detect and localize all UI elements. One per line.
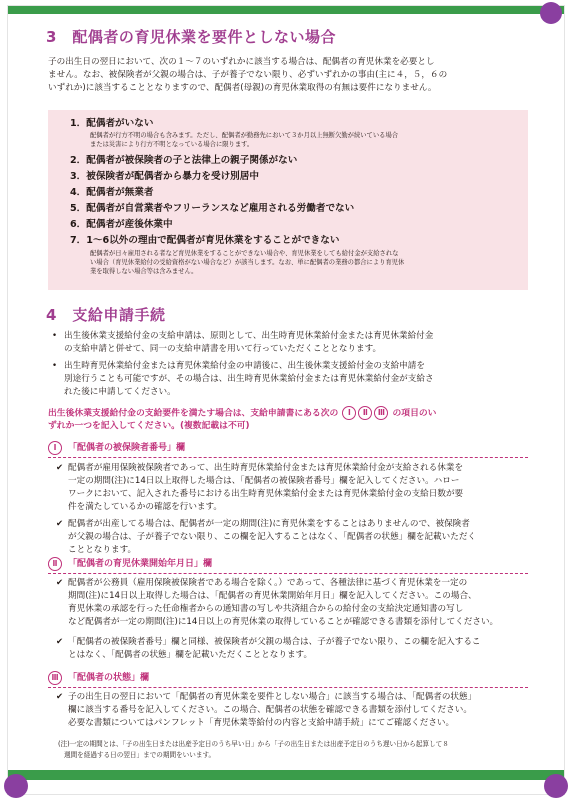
requirement-note-line1: 出生後休業支援給付金の支給要件を満たす場合は、支給申請書にある次の Ⅰ Ⅱ Ⅲ の項目のい [48,408,437,419]
I-check1-line3: ワークにおいて、記入された番号における出生時育児休業給付金または育児休業給付金の支給日数が要 [68,489,464,499]
section3-intro-line1: 子の出生日の翌日において、次の１〜７のいずれかに該当する場合は、配偶者の育児休業を必要とし [48,57,435,67]
check-icon: ✔ [56,692,64,702]
roman-2-circle: Ⅱ [358,406,372,420]
subheading-III-divider [48,687,528,689]
bottom-left-purple-circle [4,774,28,798]
II-check1-line4: など配偶者が一定の期間(注)に14日以上の育児休業の取得していることが確認できる書類を添付してください。 [68,617,499,627]
section4-bullet2-line1: • 出生時育児休業給付金または育児休業給付金の申請後に、出生後休業支援給付金の支給申請を [52,361,425,371]
I-check2-line2: が父親の場合は、子が養子でない限り、この欄を記入することはなく、「配偶者の状態」欄を記載いただく [68,532,477,542]
section3-intro-line3: いずれか)に該当することとなりますので、配偶者(母親)の育児休業取得の有無は要件になりません。 [48,83,437,93]
subheading-III: Ⅲ 「配偶者の状態」欄 [48,671,149,685]
roman-1-circle: Ⅰ [342,406,356,420]
condition-note-7b: い場合（育児休業給付の受給資格がない場合など）が該当します。なお、単に配偶者の業務の都合により育児休 [90,259,405,266]
check-icon: ✔ [56,463,64,473]
I-check1-line2: 一定の期間(注)に14日以上取得した場合は、「配偶者の被保険者番号」欄を記入してください。ハロー [68,476,460,486]
I-check2-line1: ✔ 配偶者が出産してる場合は、配偶者が一定の期間(注)に育児休業をすることはありませんので、被保険者 [56,519,470,529]
condition-note-1a: 配偶者が行方不明の場合も含みます。ただし、配偶者が勤務先において３か月以上無断欠勤が続いている場合 [90,132,399,139]
roman-3-circle: Ⅲ [374,406,388,420]
subheading-I: Ⅰ 「配偶者の被保険者番号」欄 [48,441,185,455]
top-green-bar [8,6,564,14]
section4-bullet1-line1: • 出生後休業支援給付金の支給申請は、原則として、出生時育児休業給付金または育児休業給付金 [52,331,434,341]
I-check1-line1: ✔ 配偶者が雇用保険被保険者であって、出生時育児休業給付金または育児休業給付金が支給される休業を [56,463,464,473]
subheading-II-divider [48,573,528,575]
section3-heading: 3 配偶者の育児休業を要件としない場合 [46,28,336,46]
condition-item-1: 1．配偶者がいない [70,118,154,129]
condition-item-2: 2．配偶者が被保険者の子と法律上の親子関係がない [70,155,298,166]
check-icon: ✔ [56,637,64,647]
subheading-II: Ⅱ 「配偶者の育児休業開始年月日」欄 [48,557,212,571]
II-check2-line1: ✔ 「配偶者の被保険者番号」欄と同様、被保険者が父親の場合は、子が養子でない限り、この欄を記入するこ [56,637,481,647]
I-check1-line4: 件を満たしているかの確認を行います。 [68,502,223,512]
footnote-line1: (注)一定の期間とは、「子の出生日または出産予定日のうち早い日」から「子の出生日または出産予定日のうち遅い日から起算して８ [58,740,449,748]
section4-bullet1-line2: の支給申請と併せて、同一の支給申請書を用いて行っていただくこととなります。 [64,344,382,354]
section4-bullet2-line2: 別途行うことも可能ですが、その場合は、出生時育児休業給付金または育児休業給付金が支給さ [64,374,434,384]
requirement-note-line2: ずれか一つを記入してください。(複数記載は不可) [48,421,250,431]
condition-note-1b: または災害により行方不明となっている場合に限ります。 [90,141,254,148]
II-check2-line2: とはなく、「配偶者の状態」欄を記載いただくこととなります。 [68,650,313,660]
check-icon: ✔ [56,578,64,588]
I-check2-line3: こととなります。 [68,545,137,555]
section4-heading: 4 支給申請手続 [46,306,166,324]
bullet-icon: • [52,331,58,341]
section4-bullet2-line3: れた後に申請してください。 [64,387,176,397]
condition-item-6: 6．配偶者が産後休業中 [70,219,173,230]
roman-1-circle: Ⅰ [48,441,62,455]
III-check1-line3: 必要な書類についてはパンフレット「育児休業等給付の内容と支給申請手続」にてご確認ください。 [68,718,455,728]
bottom-green-bar [8,770,564,780]
III-check1-line2: 欄に該当する番号を記入してください。この場合、配偶者の状態を確認できる書類を添付してください。 [68,705,472,715]
condition-item-5: 5．配偶者が自営業者やフリーランスなど雇用される労働者でない [70,203,355,214]
condition-note-7a: 配偶者が日々雇用される者など育児休業をすることができない場合や、育児休業をしても給付金が支給されな [90,250,399,257]
condition-item-4: 4．配偶者が無業者 [70,187,154,198]
footnote-line2: 週間を経過する日の翌日」までの期間をいいます。 [64,751,216,759]
condition-item-3: 3．被保険者が配偶者から暴力を受け別居中 [70,171,259,182]
top-purple-circle [540,2,562,24]
condition-note-7c: 業を取得しない場合等は含みません。 [90,268,198,275]
II-check1-line1: ✔ 配偶者が公務員（雇用保険被保険者である場合を除く。）であって、各種法律に基づく育児休業を一定の [56,578,468,588]
section3-intro-line2: ません。なお、被保険者が父親の場合は、子が養子でない限り、必ずいずれかの事由(主に４，５，６の [48,70,448,80]
II-check1-line3: 育児休業の承認を行った任命権者からの通知書の写しや共済組合からの給付金の支給決定通知書の写し [68,604,464,614]
bullet-icon: • [52,361,58,371]
bottom-right-purple-circle [544,774,568,798]
III-check1-line1: ✔ 子の出生日の翌日において「配偶者の育児休業を要件としない場合」に該当する場合は、「配偶者の状態」 [56,692,477,702]
roman-2-circle: Ⅱ [48,557,62,571]
condition-item-7: 7．1〜6以外の理由で配偶者が育児休業をすることができない [70,235,340,246]
subheading-I-divider [48,457,528,459]
II-check1-line2: 期間(注)に14日以上取得した場合は、「配偶者の育児休業開始年月日」欄を記入してください。この場合、 [68,591,477,601]
roman-3-circle: Ⅲ [48,671,62,685]
check-icon: ✔ [56,519,64,529]
